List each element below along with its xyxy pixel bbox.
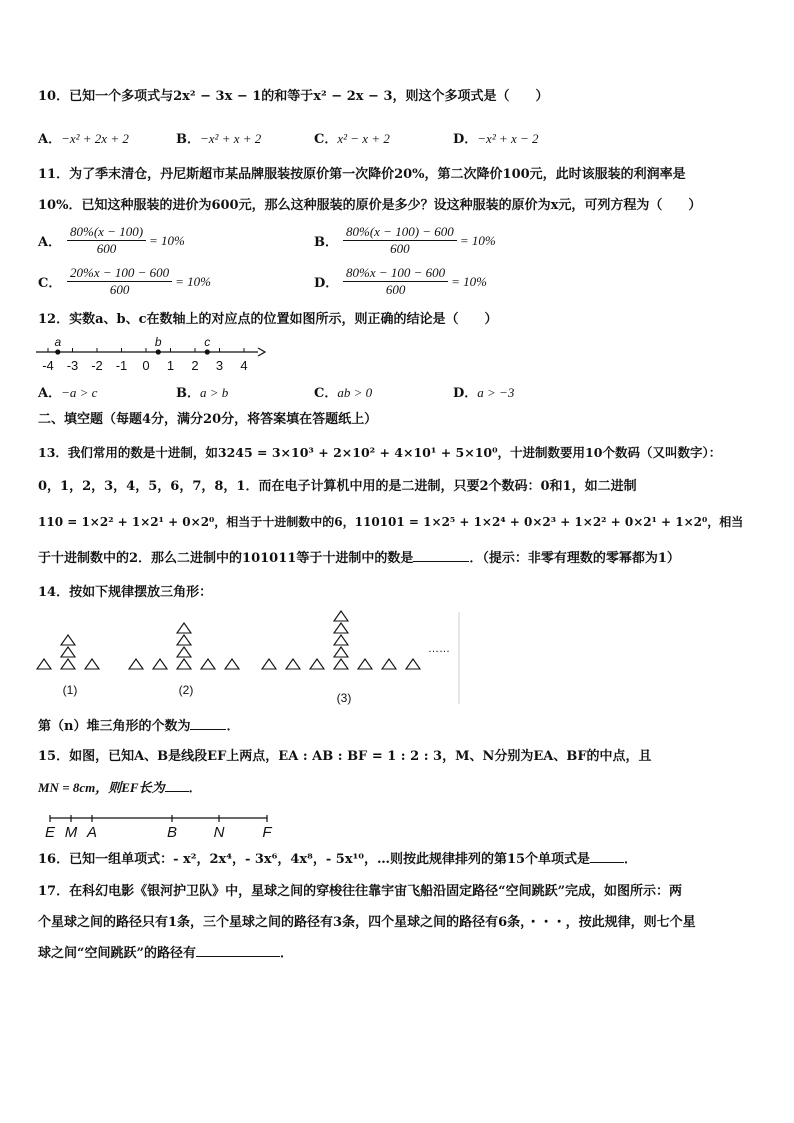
fraction <box>67 224 146 257</box>
tick-label: -2 <box>91 358 103 373</box>
triangle <box>334 659 348 669</box>
q12-option-d <box>453 384 514 403</box>
q11-stem-line2: 10%．已知这种服装的进价为600元，那么这种服装的原价是多少？设这种服装的原价为x元，可列方程为（ ） <box>38 198 702 213</box>
segment-point-F: F <box>262 824 272 841</box>
tick-label: 3 <box>215 358 224 373</box>
triangle <box>177 623 191 633</box>
triangle <box>85 659 99 669</box>
rhs: = 10% <box>175 273 212 289</box>
point-b <box>156 349 161 354</box>
fraction <box>343 224 457 257</box>
tick-label: 1 <box>166 358 175 373</box>
triangle <box>334 635 348 645</box>
q17-line1: 17．在科幻电影《银河护卫队》中，星球之间的穿梭往往靠宇宙飞船沿固定路径“空间跳跃”完成，如图所示：两 <box>38 884 683 899</box>
q10-stem: 10．已知一个多项式与2x² − 3x − 1的和等于x² − 2x − 3，则这个多项式是（ ） <box>38 89 549 104</box>
q15-line1: 15．如图，已知A、B是线段EF上两点，EA : AB : BF = 1 : 2 : 3，M、N分别为EA、BF的中点，且 <box>38 749 652 764</box>
triangle <box>61 659 75 669</box>
denominator: 600 <box>96 241 117 256</box>
rhs: = 10% <box>149 232 185 248</box>
q10-option-c <box>314 130 390 149</box>
triangle <box>262 659 276 669</box>
rhs: = 10% <box>451 273 488 289</box>
denominator: 600 <box>390 241 410 256</box>
pile-caption: (3) <box>336 691 352 705</box>
segment-point-N: N <box>213 824 225 841</box>
triangle <box>61 635 75 645</box>
q17-line3 <box>38 945 293 963</box>
triangle <box>334 611 348 621</box>
denominator: 600 <box>385 282 406 297</box>
answer-blank <box>196 956 280 957</box>
point-label-c: c <box>204 335 211 349</box>
triangle <box>310 659 324 669</box>
q12-stem: 12．实数a、b、c在数轴上的对应点的位置如图所示，则正确的结论是（ ） <box>38 312 498 327</box>
option-label: D． <box>453 132 478 147</box>
triangle <box>129 659 143 669</box>
q11-option-a <box>38 224 185 257</box>
tick-label: -3 <box>66 358 79 373</box>
option-label: A． <box>38 386 62 401</box>
numerator: 80%x − 100 − 600 <box>343 265 448 282</box>
option-expr: x² − x + 2 <box>337 131 390 146</box>
q16-text: 16．已知一组单项式：- x²，2x⁴，- 3x⁶，4x⁸，- 5x¹⁰，…则按此规律排列的第15个单项式是 <box>38 852 591 867</box>
q13-line4-text: 于十进制数中的2．那么二进制中的101011等于十进制中的数是 <box>38 551 414 566</box>
numerator: 80%(x − 100) <box>67 224 146 241</box>
triangle <box>225 659 239 669</box>
segment-point-A: A <box>86 824 98 841</box>
option-expr: −x² + x + 2 <box>200 131 262 146</box>
segment-figure <box>38 808 288 844</box>
answer-blank <box>413 561 469 562</box>
q15-line2 <box>38 779 202 798</box>
q12-option-b <box>176 384 228 403</box>
option-expr: ab > 0 <box>337 385 373 400</box>
tick-label: 0 <box>142 358 150 373</box>
option-label: D． <box>453 386 478 401</box>
q13-line2: 0，1，2，3，4，5，6，7，8，1．而在电子计算机中用的是二进制，只要2个数码：0和1，如二进制 <box>38 479 637 494</box>
option-label: A． <box>38 235 62 250</box>
point-a <box>55 349 60 354</box>
q12-option-c <box>314 384 372 403</box>
triangle-pattern-figure <box>34 610 464 706</box>
triangle <box>286 659 300 669</box>
q11-option-d <box>314 265 487 298</box>
denominator: 600 <box>109 282 130 297</box>
q12-option-a <box>38 384 97 403</box>
point-label-a: a <box>54 335 62 349</box>
point-label-b: b <box>154 335 162 349</box>
option-label: B． <box>176 386 200 401</box>
option-label: D． <box>314 276 339 291</box>
tick-label: 4 <box>240 358 248 373</box>
q16-tail: ． <box>624 852 638 867</box>
q10-option-b <box>176 130 261 149</box>
arrow-head <box>258 348 265 356</box>
answer-blank <box>190 729 226 730</box>
q17-line2: 个星球之间的路径只有1条，三个星球之间的路径有3条，四个星球之间的路径有6条，・・・，按此规律，则七个星 <box>38 915 696 930</box>
triangle <box>153 659 167 669</box>
tick-label: -1 <box>115 358 128 373</box>
q13-line4-tail: ．（提示：非零有理数的零幂都为1） <box>469 551 680 566</box>
q15-line2-text: MN = 8cm，则EF长为 <box>38 780 165 795</box>
segment-point-M: M <box>64 824 78 841</box>
pile-caption: (1) <box>62 683 78 697</box>
tick-label: 2 <box>191 358 199 373</box>
triangle <box>201 659 215 669</box>
numerator: 20%x − 100 − 600 <box>67 265 172 282</box>
option-label: A． <box>38 132 62 147</box>
option-label: C． <box>314 386 338 401</box>
option-label: C． <box>314 132 338 147</box>
tick-label: -4 <box>42 358 54 373</box>
rhs: = 10% <box>459 232 496 248</box>
option-label: C． <box>38 276 62 291</box>
answer-blank <box>165 791 189 792</box>
q14-stem: 14．按如下规律摆放三角形： <box>38 585 213 600</box>
triangle <box>334 647 348 657</box>
point-c <box>205 349 210 354</box>
triangle <box>177 635 191 645</box>
triangle <box>177 659 191 669</box>
option-expr: a > −3 <box>477 385 515 400</box>
fraction <box>343 265 448 298</box>
triangle <box>61 647 75 657</box>
segment-point-B: B <box>166 824 178 841</box>
q14-ask-tail: ． <box>226 719 240 734</box>
segment-point-E: E <box>44 824 56 841</box>
triangle <box>406 659 420 669</box>
number-line-figure <box>32 332 272 374</box>
q10-option-d <box>453 130 539 149</box>
triangle <box>37 659 51 669</box>
option-expr: −a > c <box>61 385 98 400</box>
q15-line2-tail: ． <box>188 781 202 796</box>
triangle <box>334 623 348 633</box>
q11-option-b <box>314 224 496 257</box>
q10-option-a <box>38 130 129 149</box>
q14-ask-text: 第（n）堆三角形的个数为 <box>38 719 191 734</box>
fraction <box>67 265 172 298</box>
q13-line4 <box>38 550 680 568</box>
option-expr: −x² + 2x + 2 <box>61 131 129 146</box>
continuation-dots: …… <box>428 643 450 655</box>
triangle <box>358 659 372 669</box>
q17-line3-text: 球之间“空间跳跃”的路径有 <box>38 946 196 961</box>
numerator: 80%(x − 100) − 600 <box>343 224 457 241</box>
q16-line <box>38 851 637 869</box>
answer-blank <box>590 862 624 863</box>
triangle <box>177 647 191 657</box>
q13-line1: 13．我们常用的数是十进制，如3245 = 3×10³ + 2×10² + 4×10¹ + 5×10⁰，十进制数要用10个数码（又叫数字）： <box>38 445 722 460</box>
option-label: B． <box>314 235 338 250</box>
q11-stem-line1: 11．为了季末清仓，丹尼斯超市某品牌服装按原价第一次降价20%，第二次降价100元，此时该服装的利润率是 <box>38 167 686 182</box>
q17-line3-tail: ． <box>279 946 293 961</box>
pile-caption: (2) <box>178 683 194 697</box>
q13-line3: 110 = 1×2² + 1×2¹ + 0×2⁰，相当于十进制数中的6，110101 = 1×2⁵ + 1×2⁴ + 0×2³ + 1×2² + 0×2¹ + 1×2⁰，相当 <box>38 515 744 529</box>
section-title: 二、填空题（每题4分，满分20分，将答案填在答题纸上） <box>38 412 378 427</box>
q11-option-c <box>38 265 211 298</box>
option-expr: −x² + x − 2 <box>477 131 539 146</box>
option-label: B． <box>176 132 200 147</box>
option-expr: a > b <box>200 385 229 400</box>
q14-ask <box>38 718 239 736</box>
triangle <box>382 659 396 669</box>
